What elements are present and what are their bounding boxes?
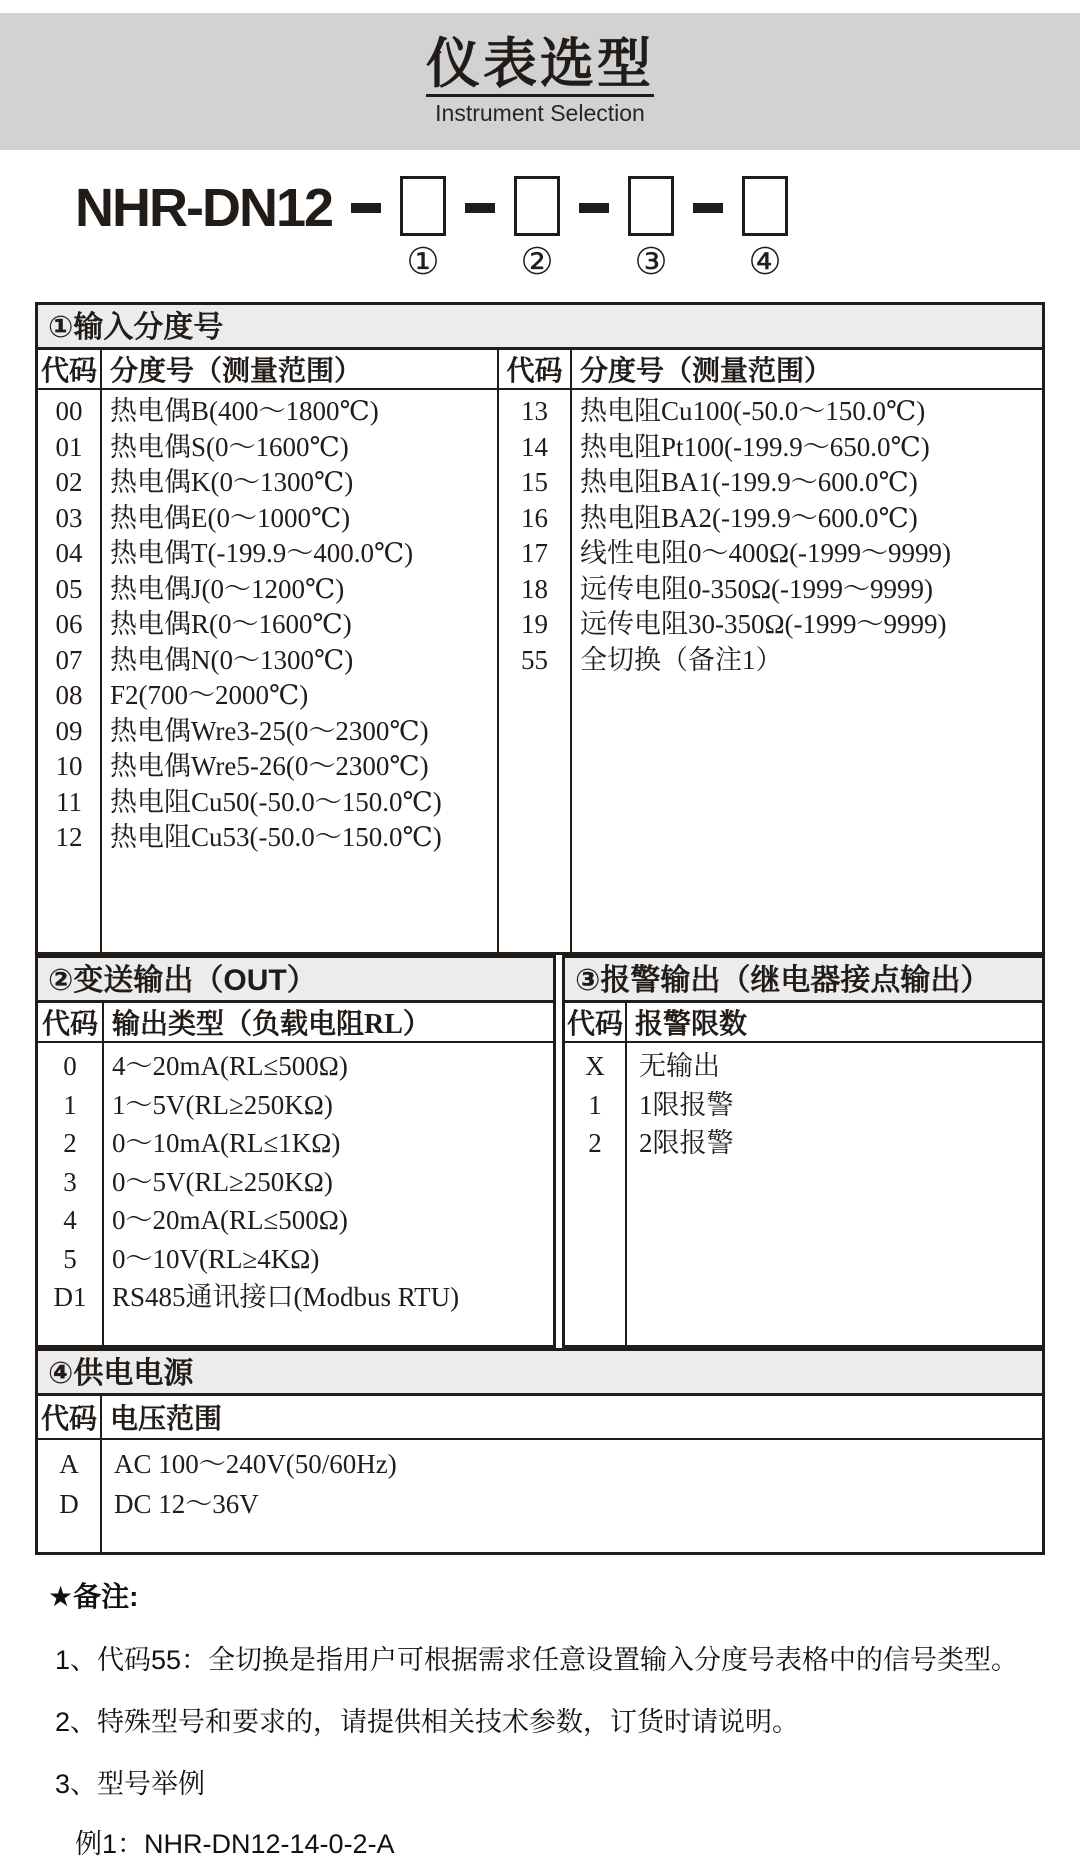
table-line: 0～10mA(RL≤1KΩ) [112, 1128, 341, 1158]
table-line: 热电偶S(0～1600℃) [110, 431, 349, 462]
datasheet-page [0, 13, 1080, 1859]
table-line: 08 [55, 680, 83, 710]
transmission-output-title: ②变送输出（OUT） [38, 958, 553, 1003]
table-line: 1 [588, 1089, 602, 1120]
alarm-codes-cell [565, 1043, 627, 1345]
table-line: 线性电阻0～400Ω(-1999～9999) [580, 538, 952, 568]
table-line: 0～5V(RL≥250KΩ) [112, 1166, 333, 1197]
table-line: 0～20mA(RL≤500Ω) [112, 1205, 348, 1235]
table-line: 1～5V(RL≥250KΩ) [112, 1089, 333, 1120]
dash-separator [351, 203, 381, 213]
dash-separator [579, 203, 609, 213]
alarm-output-table [562, 955, 1045, 1348]
table-line: 02 [55, 467, 83, 497]
power-supply-table [35, 1348, 1045, 1555]
column-header-code-right: 代码 [499, 350, 572, 390]
notes-header: ★备注: [48, 1581, 139, 1612]
input-range-table [35, 302, 1045, 955]
notes-items [48, 1638, 1080, 1801]
column-header-code: 代码 [565, 1003, 627, 1043]
table-line: 热电偶R(0～1600℃) [110, 609, 352, 639]
code-box-4 [742, 176, 788, 236]
table-line: 09 [55, 715, 83, 746]
model-slot-1 [400, 176, 446, 283]
table-line: AC 100～240V(50/60Hz) [114, 1449, 397, 1479]
table-line: 00 [55, 396, 83, 426]
table-line: RS485通讯接口(Modbus RTU) [112, 1282, 460, 1312]
table-line: 3 [63, 1166, 77, 1197]
dash-separator [465, 203, 495, 213]
input-codes-left-cell [38, 390, 102, 952]
table-line: 01 [55, 431, 83, 462]
output-types-cell [104, 1043, 553, 1345]
table-line: 4 [63, 1205, 77, 1235]
power-supply-title: ④供电电源 [38, 1351, 1042, 1396]
notes-section [48, 1575, 1080, 1861]
table-line: DC 12～36V [114, 1489, 259, 1519]
input-ranges-left-cell [102, 390, 499, 952]
table-line: 热电偶J(0～1200℃) [110, 573, 345, 604]
transmission-output-table [35, 955, 556, 1348]
transmission-output-grid [38, 1003, 553, 1345]
alarm-output-grid [565, 1003, 1042, 1345]
table-line: 1、代码55：全切换是指用户可根据需求任意设置输入分度号表格中的信号类型。 [55, 1645, 1019, 1675]
table-line: 4～20mA(RL≤500Ω) [112, 1051, 348, 1081]
table-line: 热电偶B(400～1800℃) [110, 396, 379, 426]
model-prefix: NHR-DN12 [75, 178, 333, 238]
code-box-2 [514, 176, 560, 236]
alarm-output-title: ③报警输出（继电器接点输出） [565, 958, 1042, 1003]
table-line: 热电阻BA2(-199.9～600.0℃) [580, 502, 918, 533]
output-tables-row [35, 955, 1045, 1348]
table-line: 03 [55, 502, 83, 533]
column-header-code: 代码 [38, 1003, 104, 1043]
table-line: 热电偶N(0～1300℃) [110, 644, 354, 675]
column-header-output-type: 输出类型（负载电阻RL） [104, 1003, 553, 1043]
table-line: D1 [53, 1282, 87, 1312]
table-line: 19 [521, 609, 548, 639]
table-line: 热电阻Cu50(-50.0～150.0℃) [110, 786, 442, 817]
table-line: 热电阻Cu53(-50.0～150.0℃) [110, 822, 442, 852]
model-example: 例1：NHR-DN12-14-0-2-A [75, 1829, 395, 1859]
model-slot-4 [742, 176, 788, 283]
table-line: 5 [63, 1243, 77, 1274]
code-box-3 [628, 176, 674, 236]
table-line: 远传电阻30-350Ω(-1999～9999) [580, 609, 947, 639]
power-codes-cell [38, 1440, 102, 1552]
model-slot-3 [628, 176, 674, 283]
table-line: 16 [521, 502, 548, 533]
table-line: 10 [55, 751, 83, 781]
table-line: 17 [521, 538, 548, 568]
slot-number-2: ② [520, 240, 554, 283]
table-line: 热电偶K(0～1300℃) [110, 467, 354, 497]
table-line: 1限报警 [639, 1089, 734, 1120]
table-line: 55 [521, 644, 548, 675]
title-banner [0, 13, 1080, 150]
model-slot-2 [514, 176, 560, 283]
table-line: 热电偶E(0～1000℃) [110, 502, 351, 533]
model-code-row [75, 176, 1080, 288]
power-ranges-cell [102, 1440, 1042, 1552]
column-header-code: 代码 [38, 1396, 102, 1440]
table-line: 热电偶T(-199.9～400.0℃) [110, 538, 414, 568]
table-line: D [59, 1489, 79, 1519]
table-line: 05 [55, 573, 83, 604]
column-header-voltage-range: 电压范围 [102, 1396, 1042, 1440]
table-line: 13 [521, 396, 548, 426]
table-line: 07 [55, 644, 83, 675]
input-codes-right-cell [499, 390, 572, 952]
table-line: 远传电阻0-350Ω(-1999～9999) [580, 573, 934, 604]
input-ranges-right-cell [572, 390, 1042, 952]
output-codes-cell [38, 1043, 104, 1345]
table-line: 热电偶Wre3-25(0～2300℃) [110, 715, 429, 746]
table-line: F2(700～2000℃) [110, 680, 309, 710]
page-title: 仪表选型 [426, 36, 654, 97]
column-header-alarm-limits: 报警限数 [627, 1003, 1042, 1043]
column-header-range-right: 分度号（测量范围） [572, 350, 1042, 390]
table-line: 12 [55, 822, 83, 852]
table-line: 热电阻BA1(-199.9～600.0℃) [580, 467, 918, 497]
table-line: 热电偶Wre5-26(0～2300℃) [110, 751, 429, 781]
table-line: 2限报警 [639, 1128, 734, 1158]
table-line: 3、型号举例 [55, 1769, 206, 1799]
table-line: 06 [55, 609, 83, 639]
page-subtitle: Instrument Selection [435, 99, 645, 126]
table-line: 2 [63, 1128, 77, 1158]
table-line: 全切换（备注1） [580, 644, 783, 675]
table-line: 04 [55, 538, 83, 568]
column-header-code-left: 代码 [38, 350, 102, 390]
table-line: 无输出 [639, 1051, 720, 1081]
column-header-range-left: 分度号（测量范围） [102, 350, 499, 390]
slot-number-3: ③ [634, 240, 668, 283]
table-line: 2 [588, 1128, 602, 1158]
table-line: 14 [521, 431, 548, 462]
table-line: 热电阻Pt100(-199.9～650.0℃) [580, 431, 930, 462]
table-line: 0～10V(RL≥4KΩ) [112, 1243, 320, 1274]
table-line: X [585, 1051, 605, 1081]
power-supply-grid [38, 1396, 1042, 1552]
input-range-table-title: ①输入分度号 [38, 305, 1042, 350]
table-line: A [59, 1449, 79, 1479]
table-line: 2、特殊型号和要求的，请提供相关技术参数，订货时请说明。 [55, 1707, 800, 1737]
code-box-1 [400, 176, 446, 236]
table-line: 11 [56, 786, 82, 817]
table-line: 热电阻Cu100(-50.0～150.0℃) [580, 396, 926, 426]
table-line: 1 [63, 1089, 77, 1120]
slot-number-4: ④ [748, 240, 782, 283]
alarm-limits-cell [627, 1043, 1042, 1345]
dash-separator [693, 203, 723, 213]
slot-number-1: ① [406, 240, 440, 283]
input-range-table-grid [38, 350, 1042, 952]
table-line: 15 [521, 467, 548, 497]
table-line: 0 [63, 1051, 77, 1081]
table-line: 18 [521, 573, 548, 604]
